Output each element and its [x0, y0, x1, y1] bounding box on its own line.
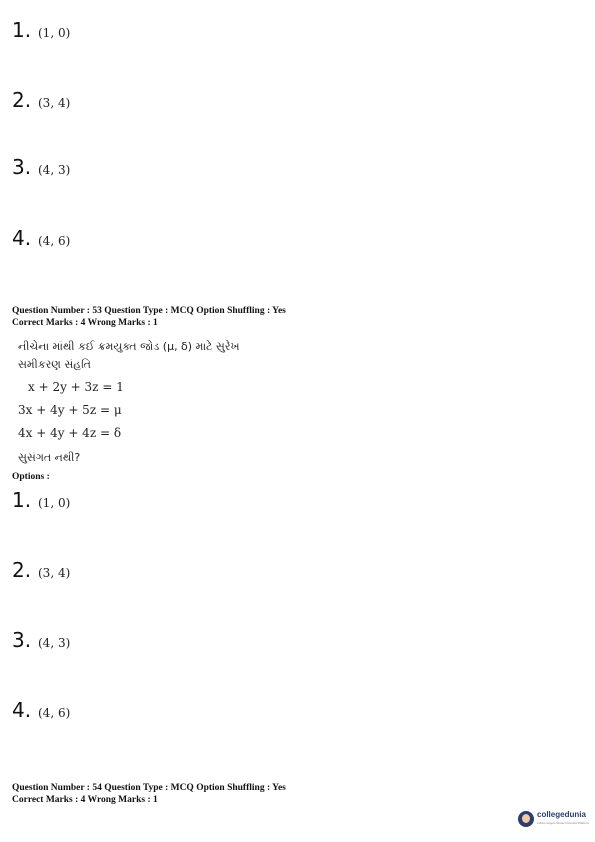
- logo-tagline: India's largest Student Review Platform: [537, 821, 590, 825]
- option-number: 4.: [12, 698, 32, 722]
- option-number: 2.: [12, 558, 32, 582]
- logo-name: collegedunia: [537, 810, 586, 819]
- question-54-header: [12, 782, 286, 806]
- question-53-header: [12, 305, 286, 329]
- option-number: 1.: [12, 18, 32, 42]
- question-53-meta-line1: Question Number : 53 Question Type : MCQ Option Shuffling : Yes: [12, 306, 286, 316]
- question-53-text-line3: સુસંગત નથી?: [18, 451, 81, 464]
- question-53-text-line2: સમીકરણ સંહતિ: [18, 358, 91, 371]
- option-number: 3.: [12, 155, 32, 179]
- option-number: 3.: [12, 628, 32, 652]
- option-value: (1, 0): [38, 496, 71, 510]
- prev-option-1: [12, 18, 70, 42]
- collegedunia-logo: [518, 810, 589, 828]
- options-label: Options :: [12, 472, 50, 482]
- equation-2: 3x + 4y + 5z = μ: [18, 403, 122, 417]
- prev-option-4: [12, 226, 70, 250]
- equation-1: x + 2y + 3z = 1: [28, 380, 124, 394]
- q53-option-4[interactable]: [12, 698, 70, 722]
- option-value: (1, 0): [38, 26, 71, 40]
- prev-option-3: [12, 155, 70, 179]
- logo-mascot-icon: [518, 811, 534, 827]
- equation-3: 4x + 4y + 4z = δ: [18, 426, 122, 440]
- option-value: (4, 3): [38, 636, 71, 650]
- question-54-meta-line2: Correct Marks : 4 Wrong Marks : 1: [12, 795, 158, 805]
- q53-option-1[interactable]: [12, 488, 70, 512]
- q53-option-3[interactable]: [12, 628, 70, 652]
- option-number: 4.: [12, 226, 32, 250]
- question-53-text-line1: નીચેના માંથી કઈ ક્રમયુક્ત જોડ (μ, δ) માટે સુરેખ: [18, 340, 240, 353]
- question-54-meta-line1: Question Number : 54 Question Type : MCQ Option Shuffling : Yes: [12, 783, 286, 793]
- option-number: 2.: [12, 88, 32, 112]
- option-value: (4, 3): [38, 163, 71, 177]
- prev-option-2: [12, 88, 70, 112]
- q53-option-2[interactable]: [12, 558, 70, 582]
- question-53-meta-line2: Correct Marks : 4 Wrong Marks : 1: [12, 318, 158, 328]
- option-value: (3, 4): [38, 96, 71, 110]
- option-value: (4, 6): [38, 706, 71, 720]
- option-value: (4, 6): [38, 234, 71, 248]
- option-value: (3, 4): [38, 566, 71, 580]
- option-number: 1.: [12, 488, 32, 512]
- logo-wordmark: [537, 810, 589, 828]
